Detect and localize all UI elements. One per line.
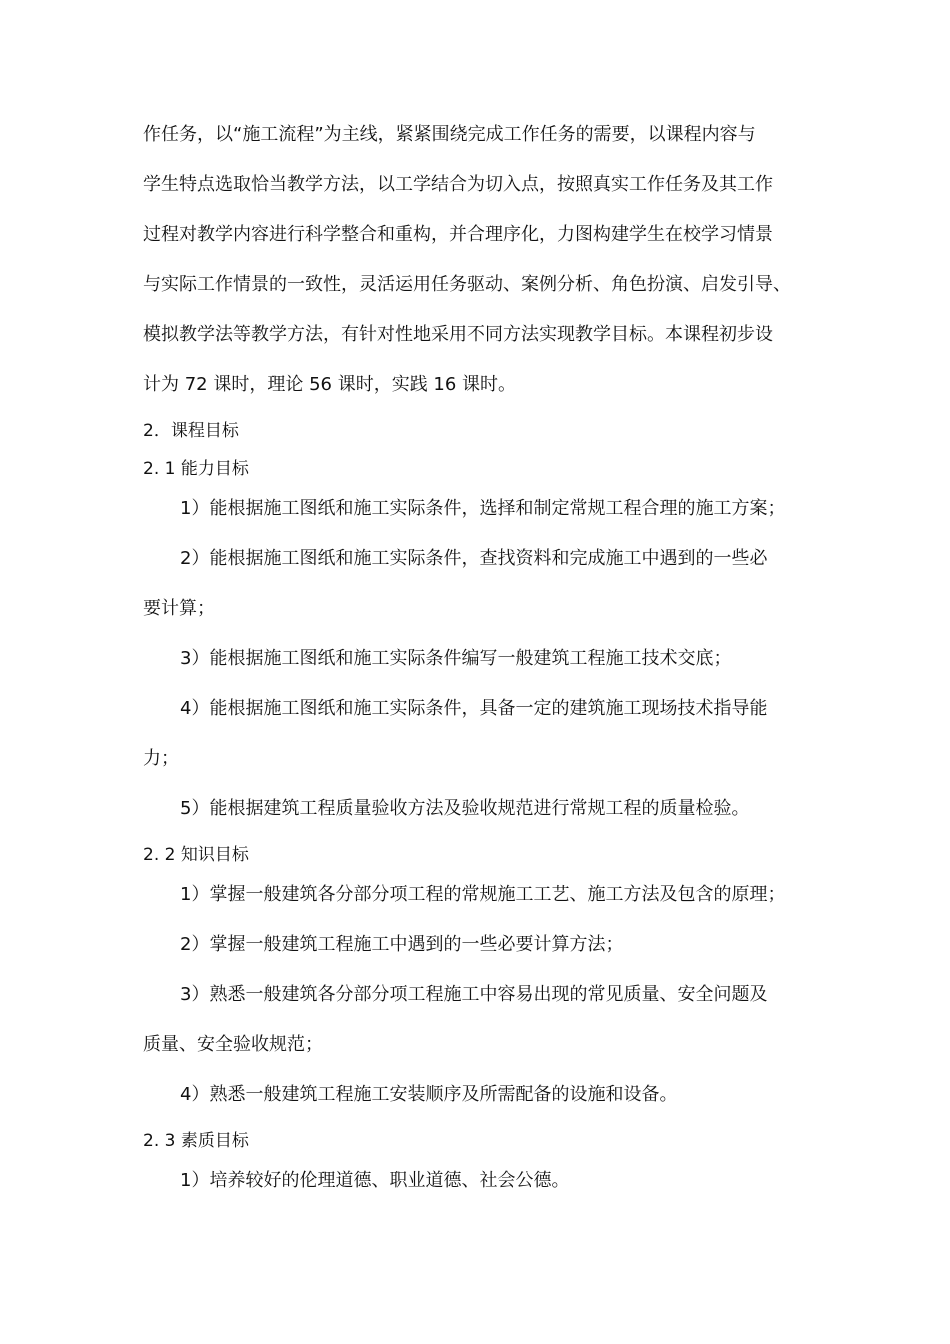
intro-line-6: 计为 72 课时，理论 56 课时，实践 16 课时。 (143, 374, 517, 395)
sub-2-1-title: 2. 1 能力目标 (143, 459, 249, 479)
intro-line-5: 模拟教学法等教学方法，有针对性地采用不同方法实现教学目标。本课程初步设 (143, 324, 773, 345)
ability-item-5: 5）能根据建筑工程质量验收方法及验收规范进行常规工程的质量检验。 (180, 798, 750, 819)
ability-item-2: 2）能根据施工图纸和施工实际条件，查找资料和完成施工中遇到的一些必 (180, 548, 768, 569)
knowledge-item-1: 1）掌握一般建筑各分部分项工程的常规施工工艺、施工方法及包含的原理； (180, 884, 786, 905)
ability-item-2-cont: 要计算； (143, 598, 215, 619)
ability-item-4-cont: 力； (143, 748, 179, 769)
knowledge-item-2: 2）掌握一般建筑工程施工中遇到的一些必要计算方法； (180, 934, 624, 955)
intro-line-4: 与实际工作情景的一致性，灵活运用任务驱动、案例分析、角色扮演、启发引导、 (143, 274, 791, 295)
knowledge-item-3: 3）熟悉一般建筑各分部分项工程施工中容易出现的常见质量、安全问题及 (180, 984, 768, 1005)
intro-line-1: 作任务，以“施工流程”为主线，紧紧围绕完成工作任务的需要，以课程内容与 (143, 124, 756, 145)
intro-line-3: 过程对教学内容进行科学整合和重构，并合理序化，力图构建学生在校学习情景 (143, 224, 773, 245)
ability-item-3: 3）能根据施工图纸和施工实际条件编写一般建筑工程施工技术交底； (180, 648, 732, 669)
knowledge-item-4: 4）熟悉一般建筑工程施工安装顺序及所需配备的设施和设备。 (180, 1084, 678, 1105)
sub-2-3-title: 2. 3 素质目标 (143, 1131, 249, 1151)
ability-item-4: 4）能根据施工图纸和施工实际条件，具备一定的建筑施工现场技术指导能 (180, 698, 768, 719)
intro-line-2: 学生特点选取恰当教学方法，以工学结合为切入点，按照真实工作任务及其工作 (143, 174, 773, 195)
quality-item-1: 1）培养较好的伦理道德、职业道德、社会公德。 (180, 1170, 570, 1191)
knowledge-item-3-cont: 质量、安全验收规范； (143, 1034, 323, 1055)
ability-item-1: 1）能根据施工图纸和施工实际条件，选择和制定常规工程合理的施工方案； (180, 498, 786, 519)
sub-2-2-title: 2. 2 知识目标 (143, 845, 249, 865)
section-2-title: 2．课程目标 (143, 421, 239, 441)
